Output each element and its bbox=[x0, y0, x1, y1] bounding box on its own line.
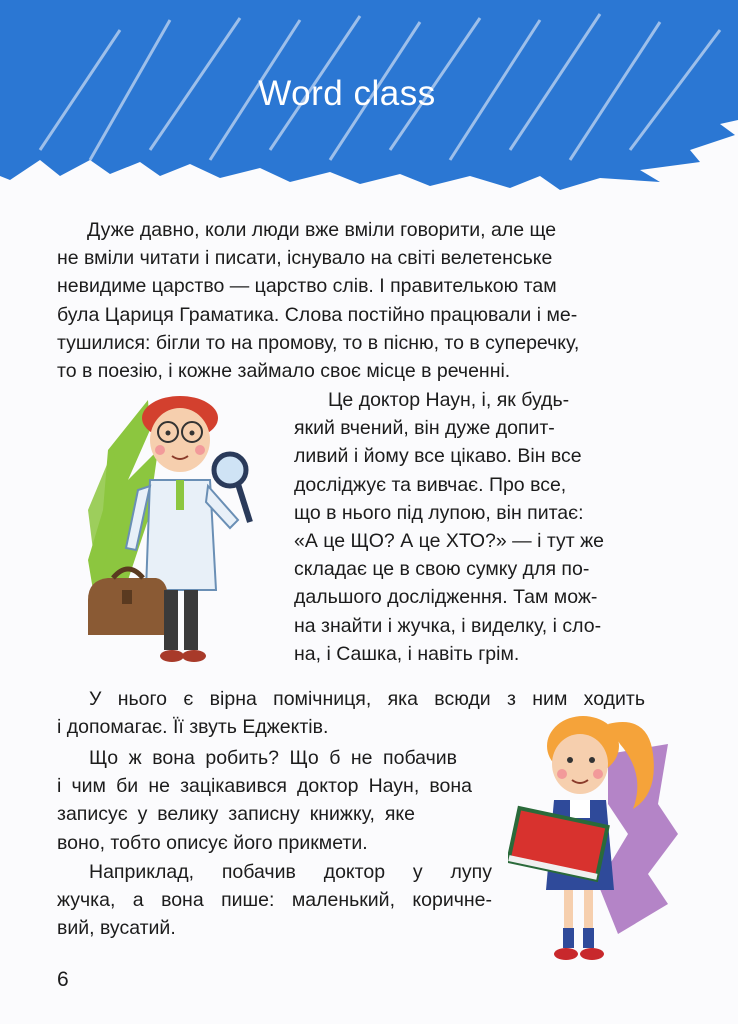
text-line: дальшого дослідження. Там мож- bbox=[294, 586, 598, 609]
paragraph-intro bbox=[57, 216, 580, 385]
text-line: Наприклад, побачив доктор у лупу bbox=[89, 861, 492, 883]
girl-icon bbox=[508, 714, 684, 966]
text-line: на знайти і жучка, і виделку, і сло- bbox=[294, 614, 602, 637]
text-line: на, і Сашка, і навіть грім. bbox=[294, 642, 520, 665]
text-line: була Цариця Граматика. Слова постійно працювали і ме- bbox=[57, 303, 578, 326]
text-line: тушилися: бігли то на промову, то в пісню, то в суперечку, bbox=[57, 331, 580, 354]
text-line: «А це ЩО? А це ХТО?» — і тут же bbox=[294, 530, 604, 553]
text-line: ливий і йому все цікаво. Він все bbox=[294, 445, 582, 468]
text-line: що в нього під лупою, він питає: bbox=[294, 501, 584, 524]
text-line: невидиме царство — царство слів. І правителькою там bbox=[57, 275, 557, 298]
text-line: і допомагає. Її звуть Еджектів. bbox=[57, 716, 329, 739]
text-line: жучка, а вона пише: маленький, коричне- bbox=[57, 889, 492, 912]
text-line: Це доктор Наун, і, як будь- bbox=[328, 389, 570, 411]
paragraph-example bbox=[57, 858, 492, 943]
doctor-icon bbox=[88, 390, 258, 670]
page-number: 6 bbox=[57, 968, 69, 991]
text-line: і чим би не зацікавився доктор Наун, вона bbox=[57, 775, 472, 798]
text-line: Дуже давно, коли люди вже вміли говорити, але ще bbox=[87, 219, 557, 241]
text-line: то в поезію, і кожне займало своє місце в реченні. bbox=[57, 360, 511, 383]
text-line: У нього є вірна помічниця, яка всюди з ним ходить bbox=[89, 688, 645, 710]
text-line: Що ж вона робить? Що б не побачив bbox=[89, 747, 457, 769]
text-line: записує у велику записну книжку, яке bbox=[57, 803, 415, 826]
text-line: досліджує та вивчає. Про все, bbox=[294, 473, 567, 496]
girl-with-book-illustration bbox=[508, 714, 684, 966]
doctor-naun-illustration bbox=[88, 390, 258, 670]
paragraph-notebook bbox=[57, 744, 492, 857]
text-line: не вміли читати і писати, існувало на світі велетенське bbox=[57, 247, 553, 270]
page-title: Word class bbox=[258, 74, 436, 113]
header-banner bbox=[0, 0, 738, 200]
text-line: складає це в свою сумку для по- bbox=[294, 558, 590, 581]
paragraph-doctor bbox=[294, 386, 604, 668]
text-line: воно, тобто описує його прикмети. bbox=[57, 831, 368, 854]
text-line: вий, вусатий. bbox=[57, 917, 176, 940]
text-line: який вчений, він дуже допит- bbox=[294, 417, 555, 440]
